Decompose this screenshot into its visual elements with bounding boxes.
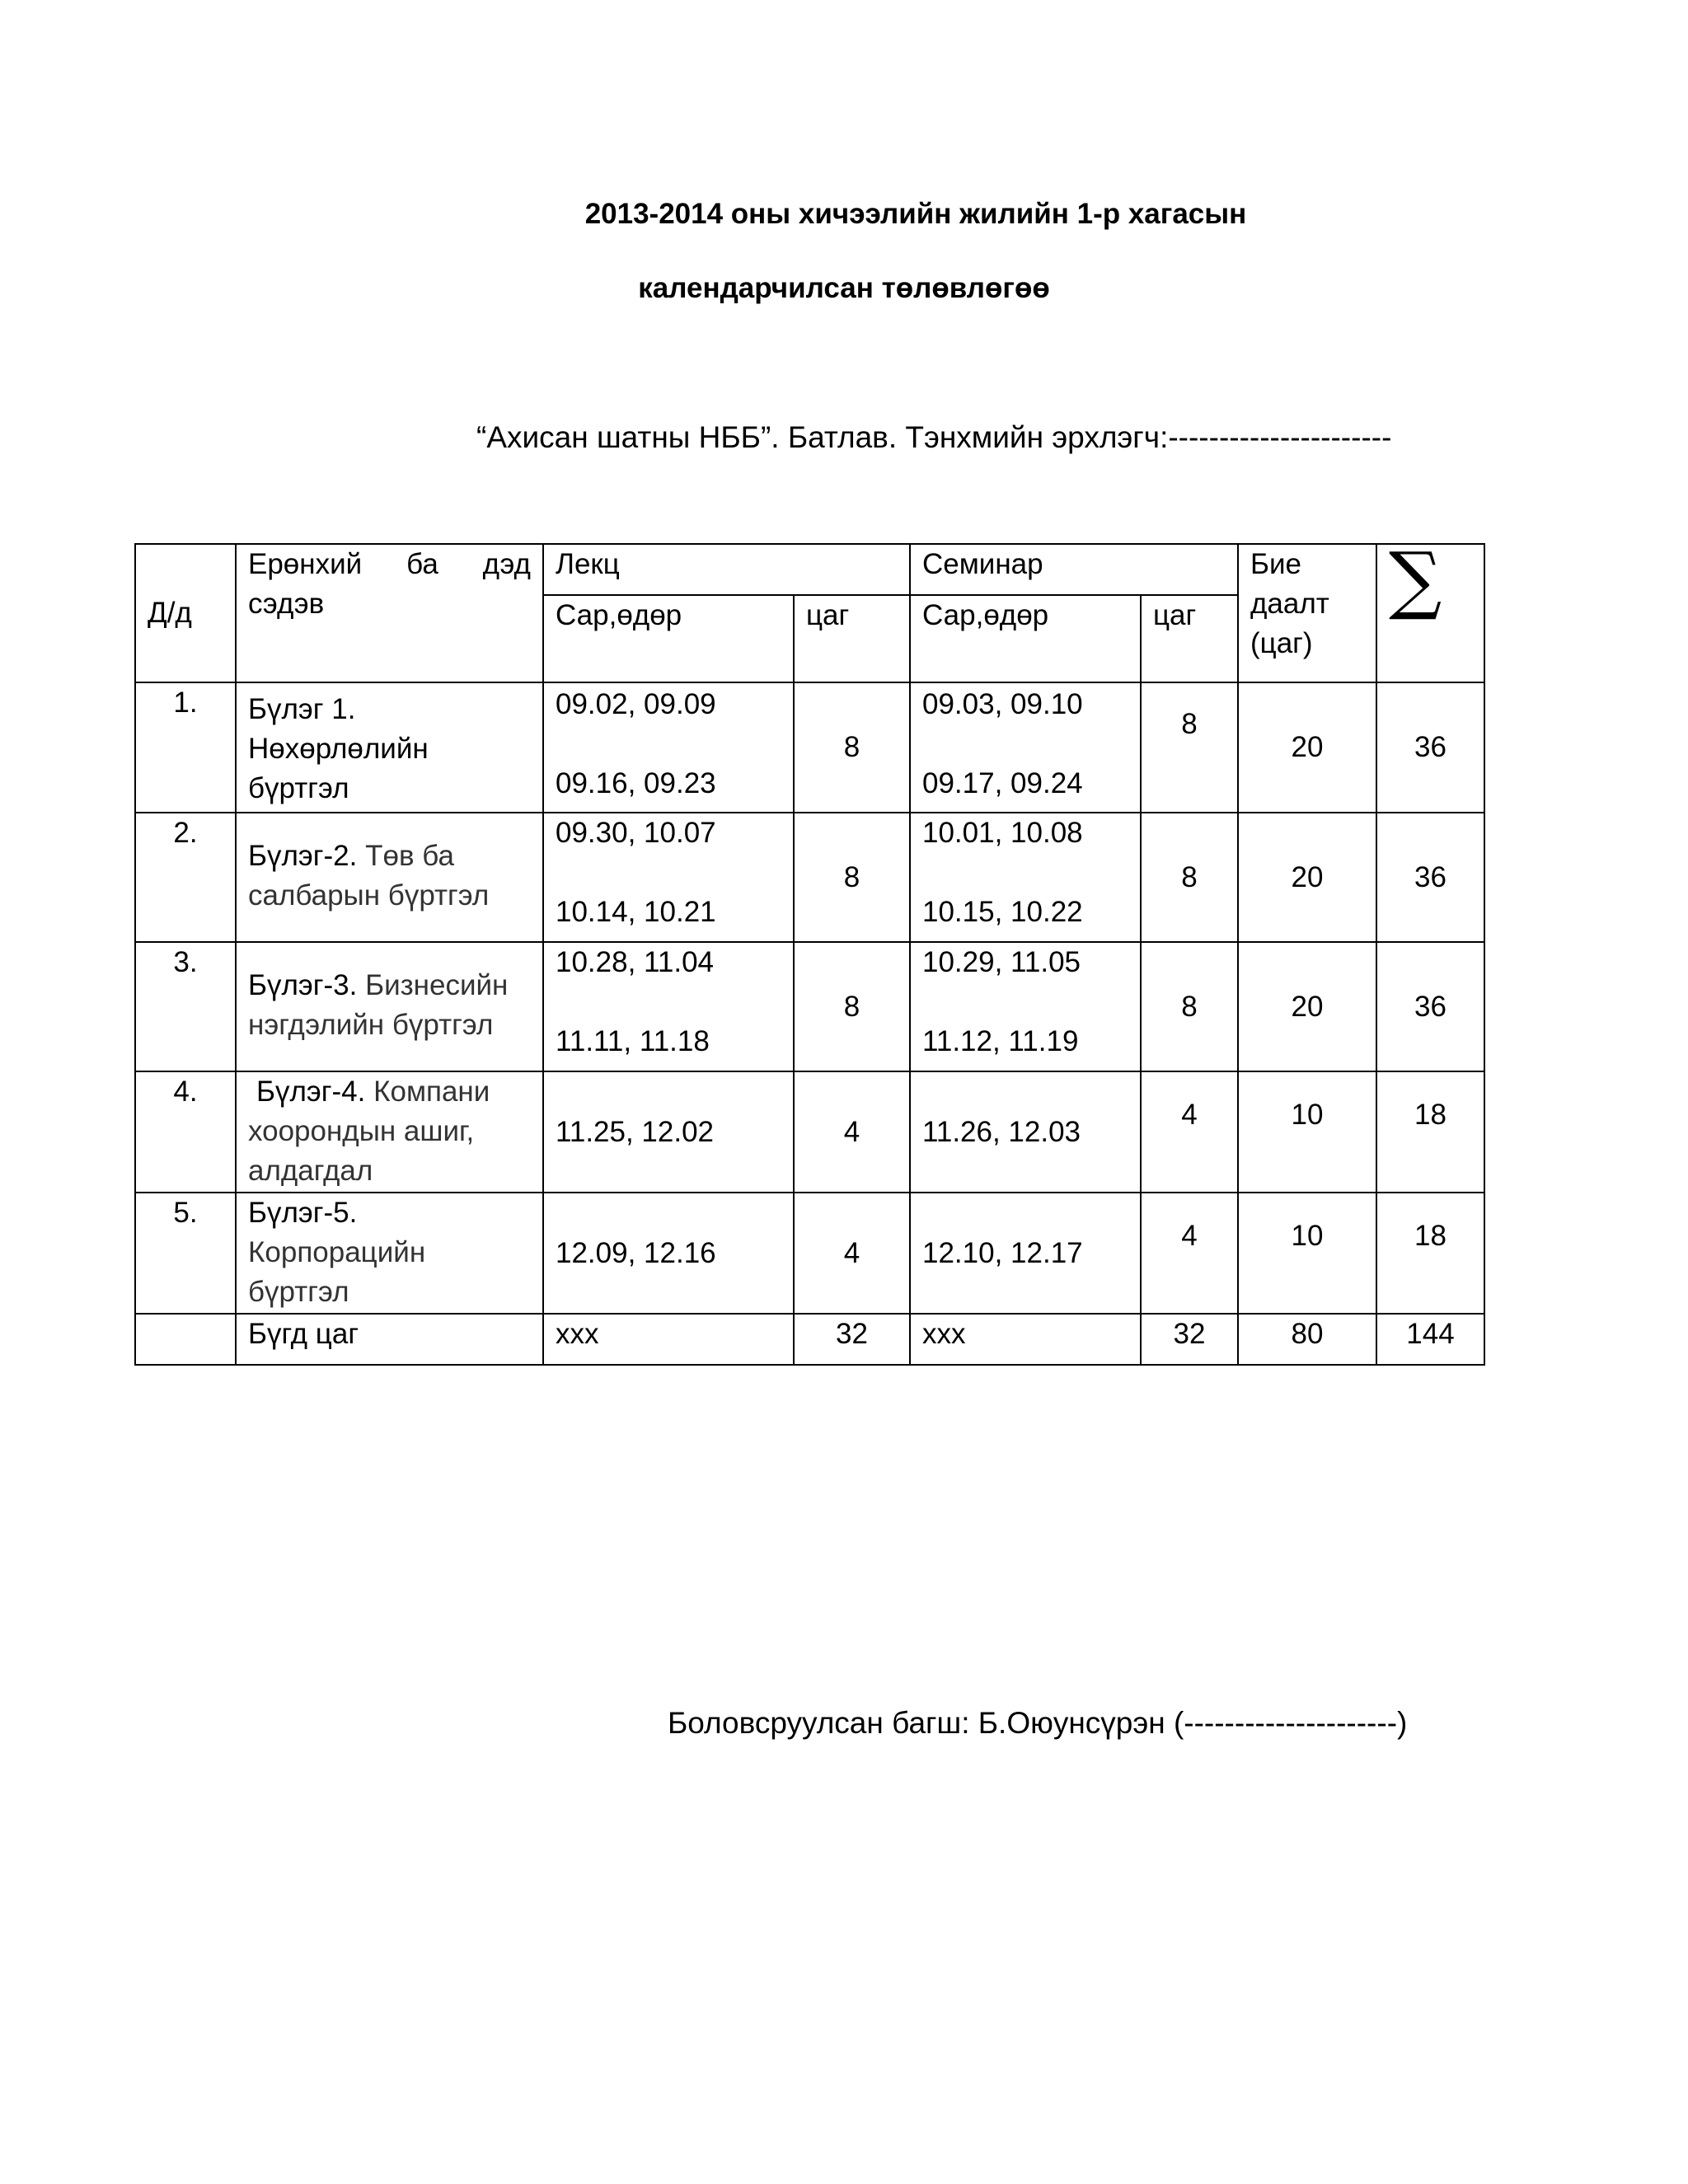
row-topic-prefix: Бүлэг 1. (248, 693, 356, 725)
header-lecture-hours-label: цаг (806, 599, 850, 631)
row-seminar-dates-line1: 10.29, 11.05 (922, 946, 1081, 978)
header-seminar-hours (1141, 595, 1238, 682)
row-seminar-hours: 8 (1141, 813, 1238, 942)
row-total: 36 (1376, 682, 1484, 813)
row-lecture-hours: 8 (794, 682, 910, 813)
totals-row (135, 1314, 1484, 1365)
table-row (135, 1193, 1484, 1314)
header-self-study-line1: Бие (1250, 548, 1301, 580)
row-lecture-dates: 11.25, 12.02 (543, 1071, 794, 1193)
row-seminar-dates (910, 813, 1141, 942)
row-topic-line2: салбарын бүртгэл (248, 879, 490, 912)
header-number (135, 544, 236, 682)
row-seminar-hours: 4 (1141, 1193, 1238, 1314)
row-topic-prefix: Бүлэг-5. (248, 1197, 358, 1229)
row-seminar-dates (910, 942, 1141, 1071)
row-topic-line1: Компани (365, 1076, 490, 1108)
calendar-plan-table (134, 543, 1485, 1366)
header-number-label: Д/д (148, 597, 192, 629)
row-total: 18 (1376, 1193, 1484, 1314)
table-row (135, 682, 1484, 813)
row-total: 18 (1376, 1071, 1484, 1193)
row-topic-line1: Корпорацийн (248, 1236, 426, 1268)
row-total: 36 (1376, 813, 1484, 942)
header-self-study (1238, 544, 1376, 682)
header-lecture-hours (794, 595, 910, 682)
document-title-line-1: 2013-2014 оны хичээлийн жилийн 1-р хагасын (584, 198, 1247, 230)
row-lecture-dates (543, 942, 794, 1071)
row-topic-prefix: Бүлэг-4. (256, 1076, 366, 1108)
header-seminar-label: Семинар (922, 548, 1043, 580)
row-topic-line1: Нөхөрлөлийн (248, 733, 429, 765)
row-number: 1. (135, 682, 236, 813)
row-seminar-dates: 11.26, 12.03 (910, 1071, 1141, 1193)
header-topic-word2: ба (406, 548, 438, 580)
row-topic (236, 682, 543, 813)
header-seminar-date-label: Сар,өдөр (922, 599, 1049, 631)
row-lecture-hours: 8 (794, 942, 910, 1071)
row-seminar-dates-line1: 09.03, 09.10 (922, 688, 1083, 720)
row-seminar-dates-line2: 10.15, 10.22 (922, 896, 1083, 928)
totals-label: Бүгд цаг (236, 1314, 543, 1365)
row-lecture-dates-line1: 09.30, 10.07 (556, 817, 716, 849)
row-seminar-hours: 4 (1141, 1071, 1238, 1193)
row-lecture-hours: 4 (794, 1193, 910, 1314)
totals-number (135, 1314, 236, 1365)
row-topic-line3: алдагдал (248, 1155, 373, 1187)
header-topic (236, 544, 543, 682)
row-topic-prefix: Бүлэг-3. (248, 969, 358, 1001)
row-lecture-dates-line1: 10.28, 11.04 (556, 946, 715, 978)
row-topic (236, 1193, 543, 1314)
row-lecture-dates-line2: 09.16, 09.23 (556, 767, 716, 799)
table-row (135, 813, 1484, 942)
row-number: 5. (135, 1193, 236, 1314)
header-lecture-label: Лекц (556, 548, 620, 580)
totals-lecture-hours: 32 (794, 1314, 910, 1365)
row-self-study: 10 (1238, 1071, 1376, 1193)
totals-self-study: 80 (1238, 1314, 1376, 1365)
row-seminar-hours: 8 (1141, 942, 1238, 1071)
row-topic-line2: хоорондын ашиг, (248, 1115, 475, 1147)
header-lecture-date (543, 595, 794, 682)
header-seminar-hours-label: цаг (1153, 599, 1197, 631)
totals-total: 144 (1376, 1314, 1484, 1365)
row-lecture-dates-line1: 09.02, 09.09 (556, 688, 716, 720)
row-self-study: 10 (1238, 1193, 1376, 1314)
header-sum (1376, 544, 1484, 682)
row-seminar-dates-line2: 09.17, 09.24 (922, 767, 1083, 799)
row-lecture-hours: 8 (794, 813, 910, 942)
row-number: 3. (135, 942, 236, 1071)
header-seminar-date (910, 595, 1141, 682)
row-seminar-dates: 12.10, 12.17 (910, 1193, 1141, 1314)
row-total: 36 (1376, 942, 1484, 1071)
row-number: 2. (135, 813, 236, 942)
row-seminar-hours: 8 (1141, 682, 1238, 813)
row-lecture-dates (543, 682, 794, 813)
row-lecture-dates-line2: 10.14, 10.21 (556, 896, 716, 928)
header-self-study-line2: даалт (1250, 588, 1329, 620)
row-self-study: 20 (1238, 682, 1376, 813)
totals-seminar-hours: 32 (1141, 1314, 1238, 1365)
row-topic (236, 813, 543, 942)
table-row (135, 1071, 1484, 1193)
row-seminar-dates-line2: 11.12, 11.19 (922, 1025, 1079, 1057)
header-topic-word1: Ерөнхий (248, 548, 363, 580)
row-self-study: 20 (1238, 813, 1376, 942)
header-topic-line1 (248, 545, 531, 584)
header-self-study-line3: (цаг) (1250, 627, 1313, 659)
row-lecture-dates (543, 813, 794, 942)
author-signature-line: Боловсруулсан багш: Б.Оюунсүрэн (---------------------) (668, 1706, 1408, 1740)
header-topic-word4: сэдэв (248, 588, 325, 620)
row-seminar-dates-line1: 10.01, 10.08 (922, 817, 1083, 849)
row-seminar-dates (910, 682, 1141, 813)
row-topic-line2: нэгдэлийн бүртгэл (248, 1009, 494, 1041)
totals-seminar-dates: xxx (910, 1314, 1141, 1365)
row-lecture-hours: 4 (794, 1071, 910, 1193)
totals-lecture-dates: xxx (543, 1314, 794, 1365)
row-self-study: 20 (1238, 942, 1376, 1071)
row-number: 4. (135, 1071, 236, 1193)
row-lecture-dates: 12.09, 12.16 (543, 1193, 794, 1314)
sum-symbol-icon: ∑ (1389, 544, 1442, 623)
row-topic-line1: Төв ба (357, 840, 454, 872)
row-topic (236, 942, 543, 1071)
row-topic (236, 1071, 543, 1193)
table-row (135, 942, 1484, 1071)
header-seminar (910, 544, 1238, 595)
approval-line: “Ахисан шатны НББ”. Батлав. Тэнхмийн эрхлэгч:---------------------- (476, 420, 1392, 454)
row-topic-line2: бүртгэл (248, 772, 349, 804)
header-topic-word3: дэд (482, 548, 531, 580)
header-lecture-date-label: Сар,өдөр (556, 599, 682, 631)
row-topic-prefix: Бүлэг-2. (248, 840, 358, 872)
row-topic-line1: Бизнесийн (357, 969, 509, 1001)
header-lecture (543, 544, 910, 595)
row-topic-line2: бүртгэл (248, 1276, 349, 1308)
row-lecture-dates-line2: 11.11, 11.18 (556, 1025, 710, 1057)
header-row (135, 544, 1484, 595)
document-title-line-2: календарчилсан төлөвлөгөө (638, 272, 1050, 304)
